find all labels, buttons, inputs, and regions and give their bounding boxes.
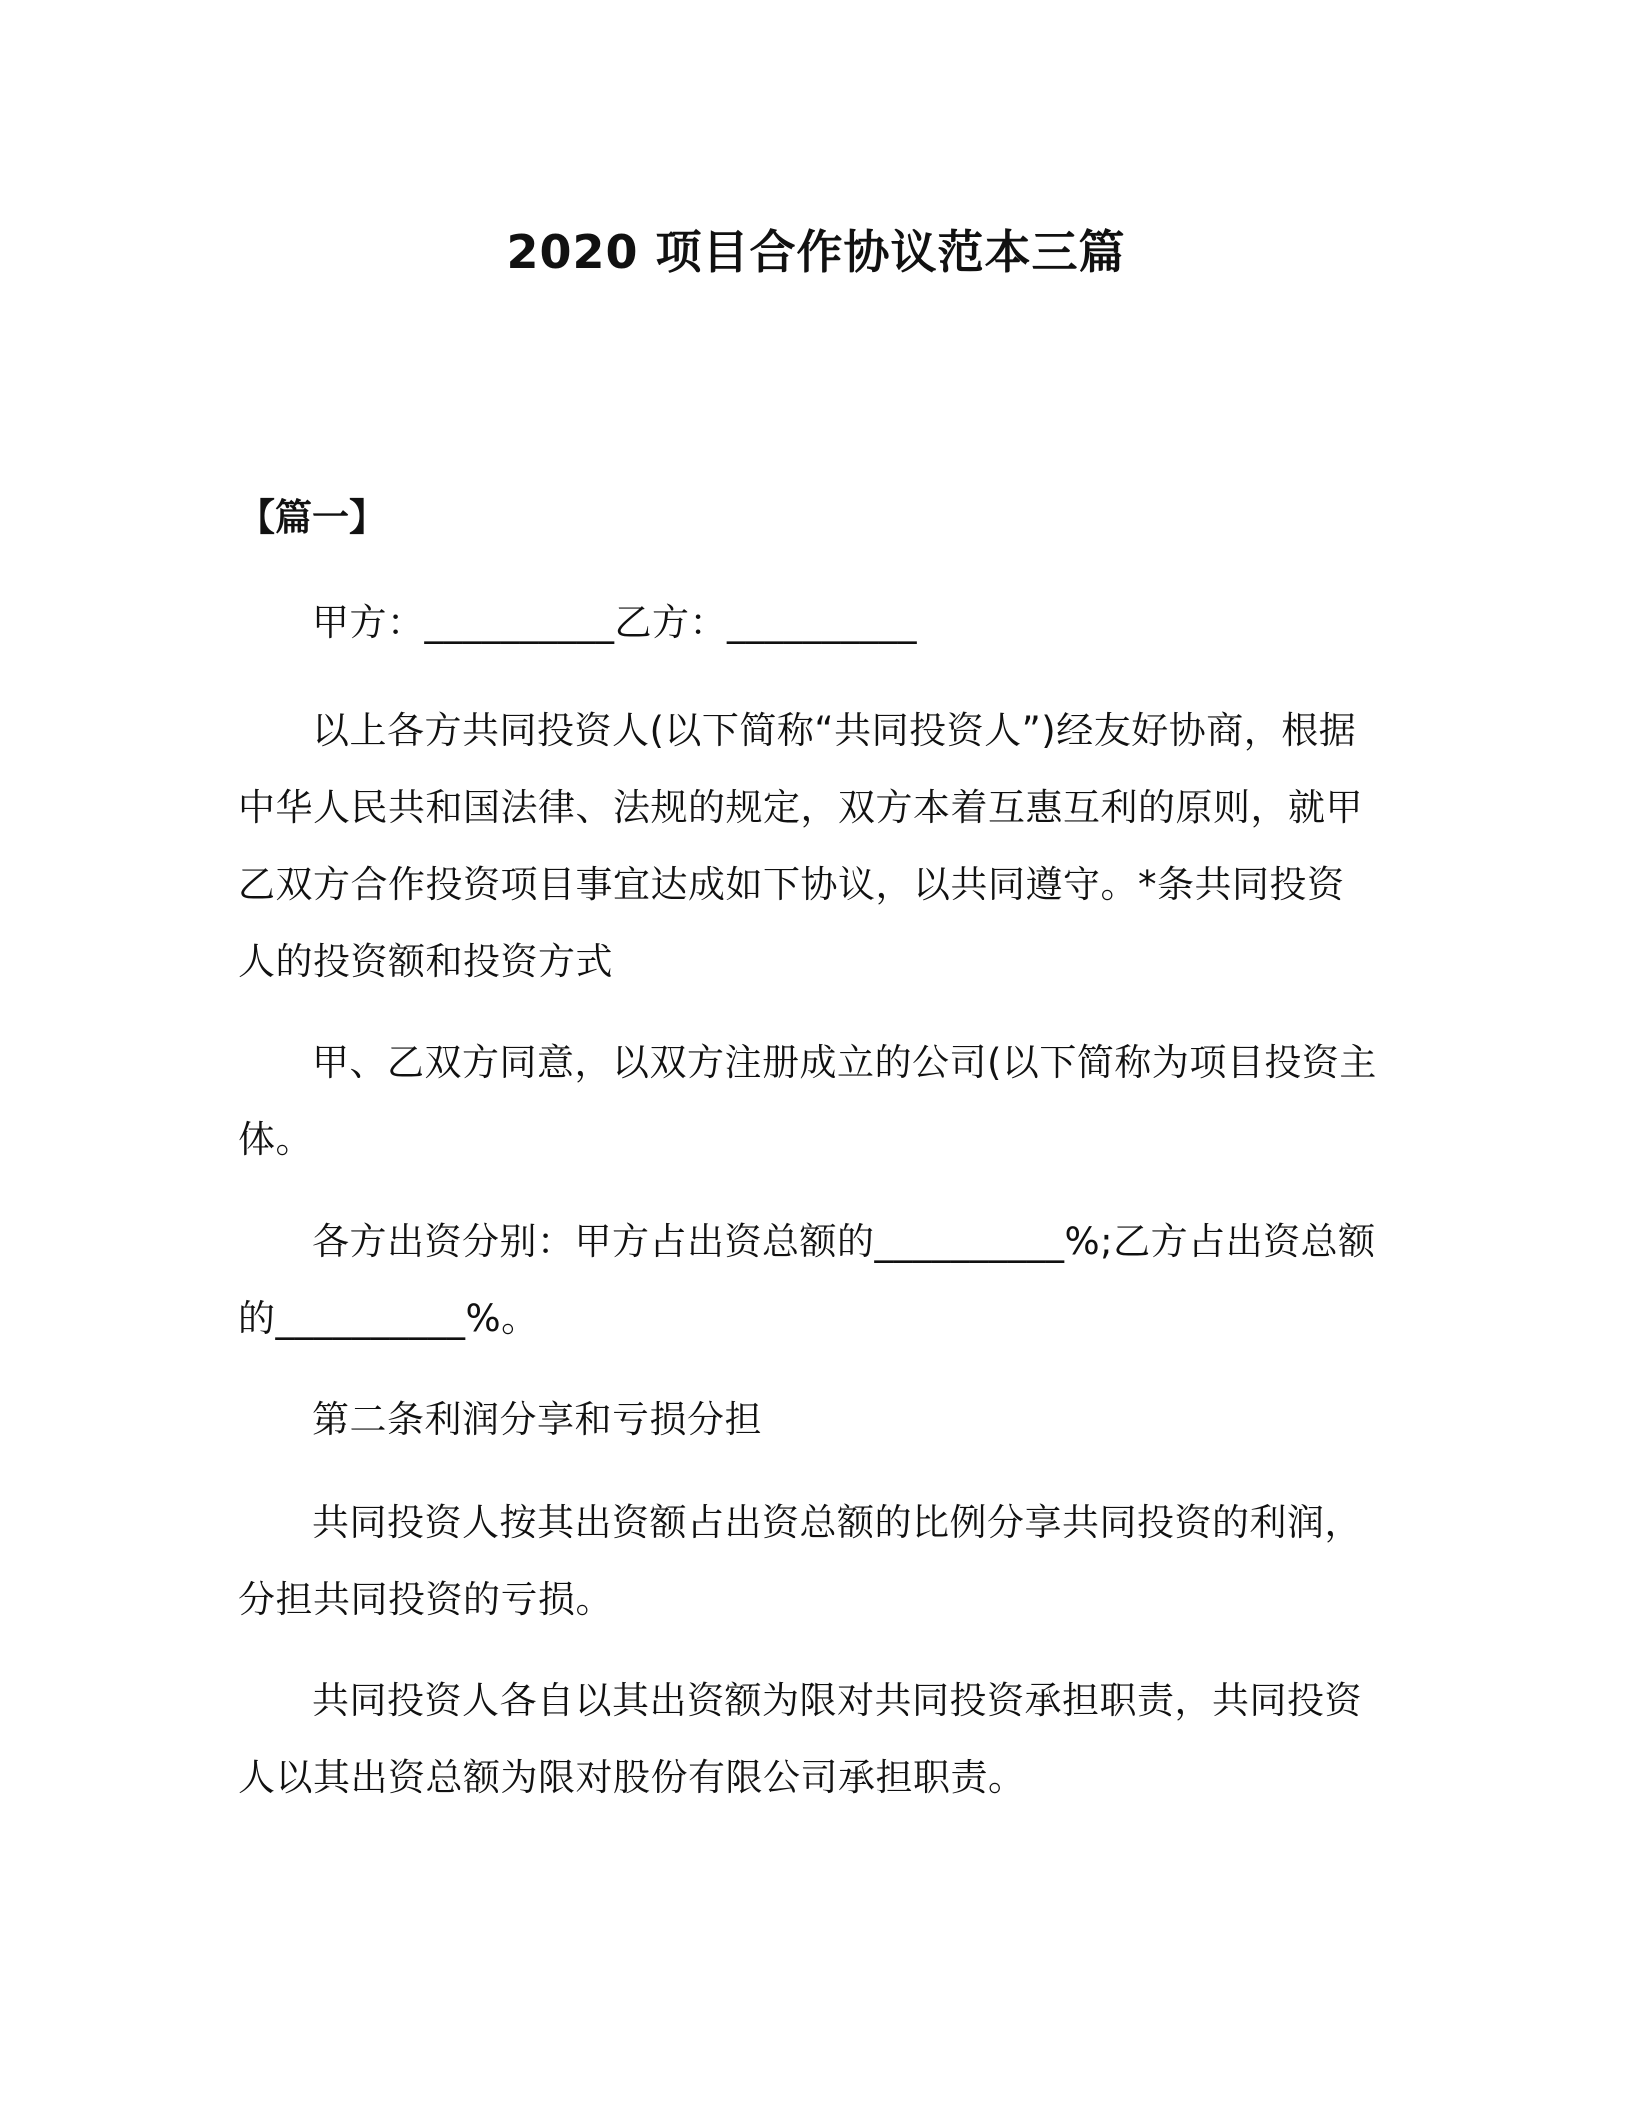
- intro-paragraph: 以上各方共同投资人(以下简称“共同投资人”)经友好协商，根据中华人民共和国法律、法规的规定，双方本着互惠互利的原则，就甲乙双方合作投资项目事宜达成如下协议，以共同遵守。*条共同投资人的投资额和投资方式: [238, 709, 1363, 983]
- liability-paragraph: 共同投资人各自以其出资额为限对共同投资承担职责，共同投资人以其出资总额为限对股份有限公司承担职责。: [238, 1679, 1362, 1799]
- parties-line: 甲方：__________乙方：__________: [312, 601, 917, 644]
- agreement-paragraph: 甲、乙双方同意，以双方注册成立的公司(以下简称为项目投资主体。: [238, 1041, 1377, 1161]
- capital-share-paragraph: 各方出资分别：甲方占出资总额的__________%;乙方占出资总额的__________%。: [238, 1220, 1376, 1340]
- section-heading: 【篇一】: [238, 496, 386, 539]
- document-title: 2020 项目合作协议范本三篇: [506, 225, 1126, 279]
- profit-loss-paragraph: 共同投资人按其出资额占出资总额的比例分享共同投资的利润，分担共同投资的亏损。: [238, 1501, 1362, 1621]
- article-two-heading: 第二条利润分享和亏损分担: [312, 1398, 762, 1441]
